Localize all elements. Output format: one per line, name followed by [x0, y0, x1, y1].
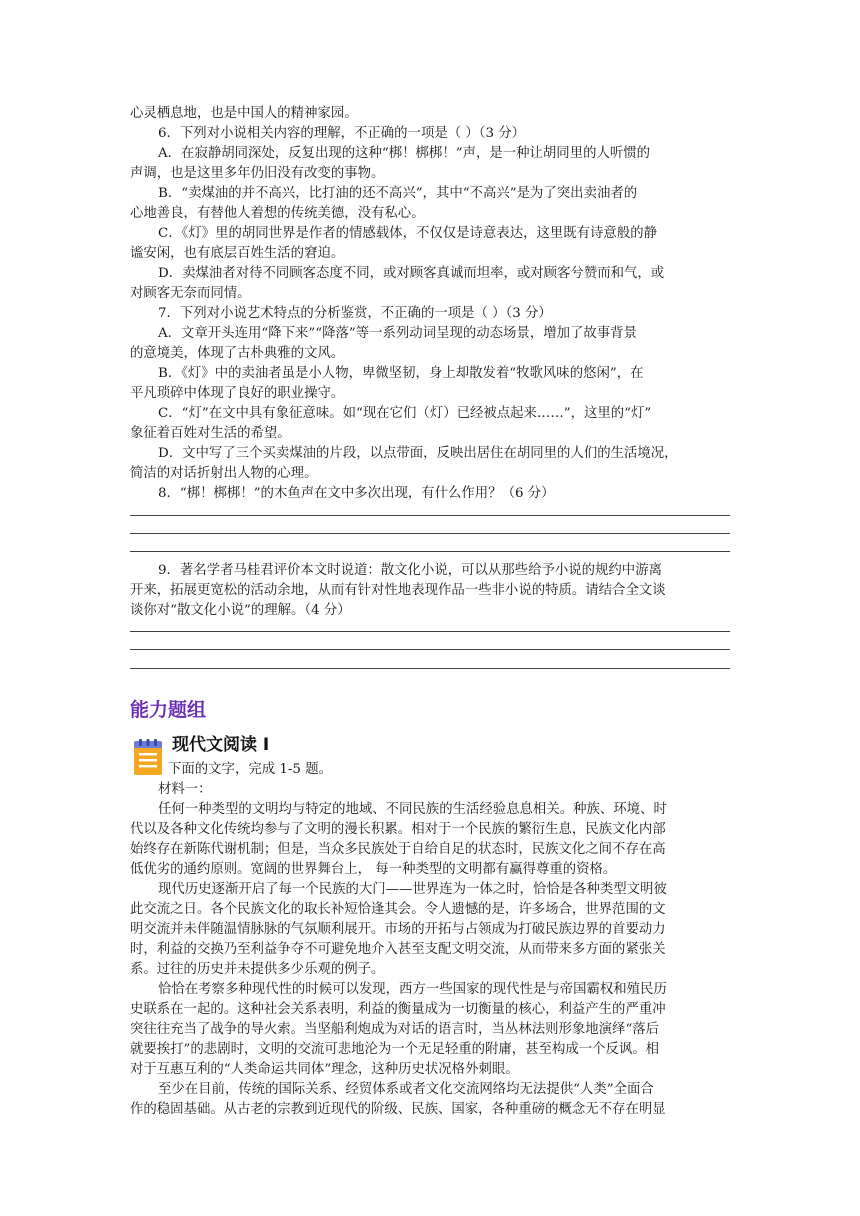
option-line: D．卖煤油者对待不同顾客态度不同，或对顾客真诚而坦率，或对顾客兮赞而和气，或 [158, 266, 665, 281]
paragraph-line: 系。过往的历史并未提供多少乐观的例子。 [130, 962, 385, 977]
option-line: 象征着百姓对生活的希望。 [130, 426, 291, 441]
paragraph-line: 恰恰在考察多种现代性的时候可以发现，西方一些国家的现代性是与帝国霸权和殖民历 [158, 982, 667, 997]
paragraph-line: 代以及各种文化传统均参与了文明的漫长积累。相对于一个民族的繁衍生息，民族文化内部 [130, 822, 666, 837]
paragraph-line: 作的稳固基础。从古老的宗教到近现代的阶级、民族、国家，各种重磅的概念无不存在明显 [130, 1102, 666, 1117]
question-6: 6．下列对小说相关内容的理解，不正确的一项是（ ）（3 分） [158, 126, 526, 141]
option-line: A．文章开头连用“降下来”“降落”等一系列动词呈现的动态场景，增加了故事背景 [158, 326, 637, 341]
paragraph-line: 时，利益的交换乃至利益争夺不可避免地介入甚至支配文明交流，从而带来多方面的紧张关 [130, 942, 666, 957]
paragraph-line: 现代历史逐渐开启了每一个民族的大门——世界连为一体之时，恰恰是各种类型文明彼 [158, 882, 667, 897]
paragraph-line: 始终存在新陈代谢机制；但是，当众多民族处于自给自足的状态时，民族文化之间不存在高 [130, 842, 666, 857]
answer-line [130, 533, 730, 534]
paragraph-line: 此交流之日。各个民族文化的取长补短恰逢其会。令人遗憾的是，许多场合，世界范围的文 [130, 902, 666, 917]
option-line: 平凡琐碎中体现了良好的职业操守。 [130, 386, 345, 401]
paragraph-line: 明交流并未伴随温情脉脉的气氛顺利展开。市场的开拓与占领成为打破民族边界的首要动力 [130, 922, 666, 937]
question-9: 9．著名学者马桂君评价本文时说道：散文化小说，可以从那些给予小说的规约中游离 [158, 563, 662, 578]
answer-line [130, 551, 730, 552]
option-line: D．文中写了三个买卖煤油的片段，以点带面，反映出居住在胡同里的人们的生活境况， [158, 446, 678, 461]
answer-line [130, 668, 730, 669]
option-line: C．《灯》里的胡同世界是作者的情感载体，不仅仅是诗意表达，这里既有诗意般的静 [158, 226, 657, 241]
paragraph-line: 突往往充当了战争的导火索。当坚船利炮成为对话的语言时，当丛林法则形象地演绎“落后 [130, 1022, 660, 1037]
instruction-line: 下面的文字，完成 1-5 题。 [168, 762, 332, 777]
notepad-icon [132, 738, 164, 776]
option-line: 的意境美，体现了古朴典雅的文风。 [130, 346, 345, 361]
answer-line [130, 649, 730, 650]
material-label: 材料一： [158, 782, 212, 797]
option-line: 声调，也是这里多年仍旧没有改变的事物。 [130, 166, 385, 181]
option-line: B．《灯》中的卖油者虽是小人物，卑微坚韧，身上却散发着“牧歌风味的悠闲”，在 [158, 366, 644, 381]
question-7: 7．下列对小说艺术特点的分析鉴赏，不正确的一项是（ ）（3 分） [158, 306, 552, 321]
paragraph-line: 对于互惠互利的“人类命运共同体”理念，这种历史状况格外刺眼。 [130, 1062, 519, 1077]
paragraph-line: 任何一种类型的文明均与特定的地域、不同民族的生活经验息息相关。种族、环境、时 [158, 802, 667, 817]
option-line: 简洁的对话折射出人物的心理。 [130, 466, 318, 481]
answer-line [130, 515, 730, 516]
option-line: C．“灯”在文中具有象征意味。如“现在它们（灯）已经被点起来……”，这里的“灯” [158, 406, 652, 421]
question-9-line: 谈你对“散文化小说”的理解。（4 分） [130, 603, 351, 618]
paragraph-line: 至少在目前，传统的国际关系、经贸体系或者文化交流网络均无法提供“人类”全面合 [158, 1082, 654, 1097]
question-8: 8．“梆！梆梆！”的木鱼声在文中多次出现，有什么作用？（6 分） [158, 486, 555, 501]
paragraph-line: 就要挨打”的悲剧时，文明的交流可悲地沦为一个无足轻重的附庸，甚至构成一个反讽。相 [130, 1042, 660, 1057]
paragraph-line: 史联系在一起的。这种社会关系表明，利益的衡量成为一切衡量的核心，利益产生的严重冲 [130, 1002, 666, 1017]
question-9-line: 开来，拓展更宽松的活动余地，从而有针对性地表现作品一些非小说的特质。请结合全文谈 [130, 583, 666, 598]
answer-line [130, 631, 730, 632]
option-line: B．“卖煤油的并不高兴，比打油的还不高兴”，其中“不高兴”是为了突出卖油者的 [158, 186, 638, 201]
option-line: 谧安闲，也有底层百姓生活的窘迫。 [130, 246, 345, 261]
text-line: 心灵栖息地，也是中国人的精神家园。 [130, 106, 358, 121]
paragraph-line: 低优劣的通约原则。宽阔的世界舞台上， 每一种类型的文明都有赢得尊重的资格。 [130, 862, 617, 877]
option-line: 对顾客无奈而同情。 [130, 286, 251, 301]
option-line: 心地善良，有替他人着想的传统美德，没有私心。 [130, 206, 425, 221]
option-line: A．在寂静胡同深处，反复出现的这种“梆！梆梆！”声，是一种让胡同里的人听惯的 [158, 146, 651, 161]
section-title: 能力题组 [130, 699, 207, 721]
subsection-title: 现代文阅读 I [172, 735, 270, 755]
